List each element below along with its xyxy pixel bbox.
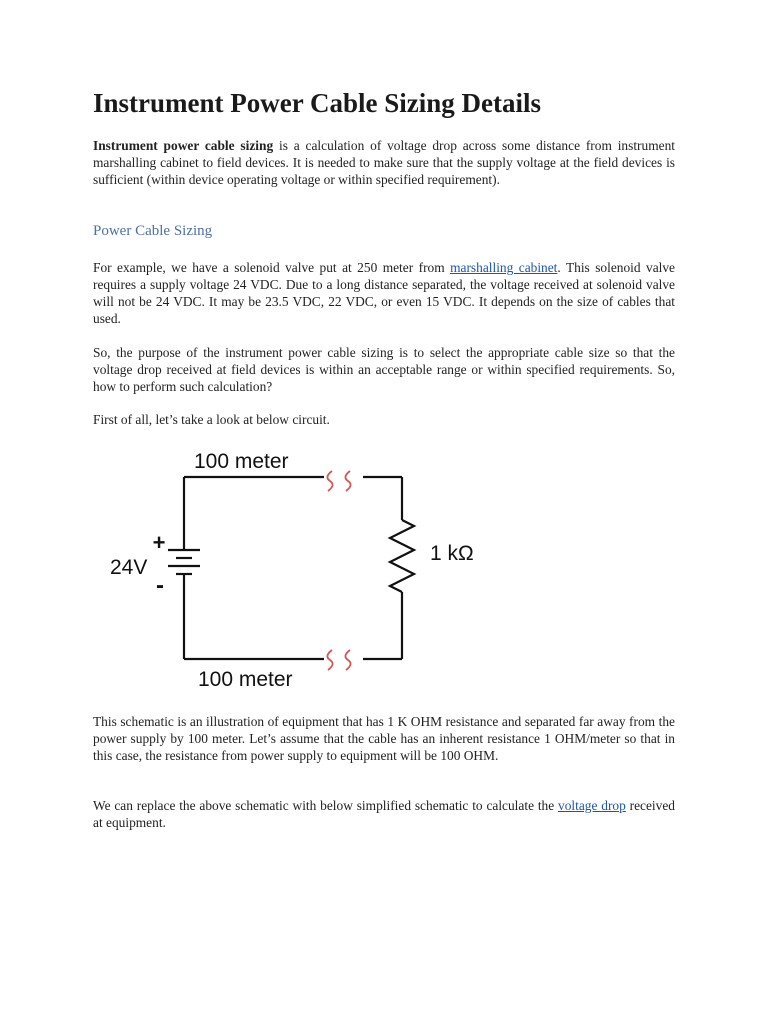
source-voltage-label: 24V	[110, 556, 148, 579]
paragraph-schematic-explanation: This schematic is an illustration of equipment that has 1 K OHM resistance and separated far away from the power supply by 100 meter. Let’s assume that the cable has an inherent resistance 1 OHM/meter so that in this case, the resistance from power supply to equipment will be 100 OHM.	[93, 714, 675, 763]
section-heading-power-cable-sizing: Power Cable Sizing	[93, 223, 213, 239]
voltage-drop-link[interactable]: voltage drop	[558, 798, 626, 813]
paragraph-circuit-intro: First of all, let’s take a look at below circuit.	[93, 412, 330, 427]
marshalling-cabinet-link[interactable]: marshalling cabinet	[450, 260, 558, 275]
top-cable-length-label: 100 meter	[194, 450, 289, 473]
page-title: Instrument Power Cable Sizing Details	[93, 88, 541, 118]
paragraph-simplified-schematic	[93, 797, 675, 831]
paragraph-example	[93, 259, 675, 327]
bottom-wire-break-mark	[327, 650, 332, 670]
top-wire-break-mark	[345, 471, 350, 491]
battery-minus-sign: -	[156, 572, 164, 599]
paragraph-purpose: So, the purpose of the instrument power cable sizing is to select the appropriate cable size so that the voltage drop received at field devices is within an acceptable range or within specified requirements. So, how to perform such calculation?	[93, 345, 675, 394]
paragraph-simplified-text-end: received at equipment.	[93, 798, 675, 830]
intro-text: is a calculation of voltage drop across some distance from instrument marshalling cabinet to field devices. It is needed to make sure that the supply voltage at the field devices is sufficient (within device operating voltage or within specified requirement).	[93, 138, 675, 187]
bottom-cable-length-label: 100 meter	[198, 668, 293, 691]
intro-bold-lead: Instrument power cable sizing	[93, 138, 274, 153]
paragraph-example-text-end: . This solenoid valve requires a supply voltage 24 VDC. Due to a long distance separated, the voltage received at solenoid valve will not be 24 VDC. It may be 23.5 VDC, 22 VDC, or even 15 VDC. It depends on the size of cables that used.	[93, 260, 676, 326]
circuit-diagram	[98, 440, 518, 700]
intro-paragraph	[93, 137, 675, 188]
bottom-wire-break-mark	[345, 650, 350, 670]
battery-plus-sign: +	[152, 530, 166, 555]
load-resistance-label: 1 kΩ	[430, 542, 474, 565]
paragraph-simplified-text-start: We can replace the above schematic with below simplified schematic to calculate the	[93, 798, 559, 813]
top-wire-break-mark	[327, 471, 332, 491]
resistor-symbol	[390, 520, 414, 592]
paragraph-example-text-start: For example, we have a solenoid valve put at 250 meter from	[93, 260, 451, 275]
